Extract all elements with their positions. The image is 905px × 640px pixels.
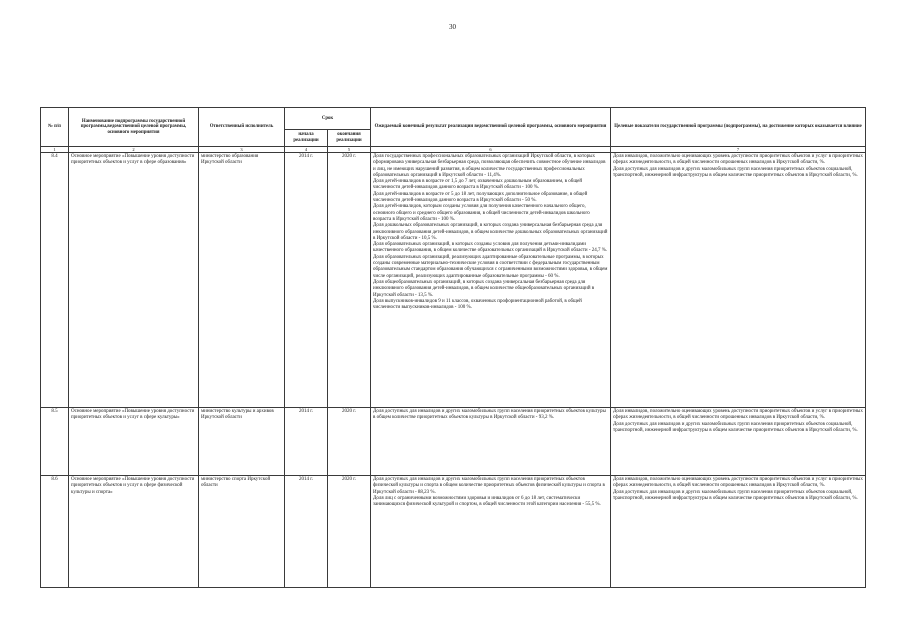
target-paragraph: Доля инвалидов, положительно оценивающих уровень доступности приоритетных объектов и услуг в приоритетных сферах жизнедеятельности, в общей численности опрошенных инвалидов в Иркутской области, %. (613, 154, 863, 166)
target-paragraph: Доля инвалидов, положительно оценивающих уровень доступности приоритетных объектов и услуг в приоритетных сферах жизнедеятельности, в общей численности опрошенных инвалидов в Иркутской области, %. (613, 477, 863, 489)
column-number: 3 (199, 147, 285, 153)
header-term: Срок (285, 108, 371, 130)
row-targets (611, 476, 866, 588)
result-paragraph: Доля детей-инвалидов в возрасте от 5 до 18 лет, получающих дополнительное образование, в общей численности детей-инвалидов данного возраста в Иркутской области - 50 %. (373, 191, 588, 204)
table-row (41, 476, 866, 588)
result-paragraph: Доля лиц с ограниченными возможностями здоровья и инвалидов от 6 до 18 лет, систематически занимающихся физической культурой и спортом, в общей численности этой категории населения - 55,5 %. (373, 495, 601, 508)
target-paragraph: Доля доступных для инвалидов и других маломобильных групп населения приоритетных объектов социальной, транспортной, инженерной инфраструктуры в общем количестве приоритетных объектов в Иркутской области, %. (613, 489, 858, 501)
header-targets: Целевые показатели государственной программы (подпрограммы), на достижение которых оказывается влияние (611, 108, 866, 147)
column-number: 1 (41, 147, 69, 153)
row-end: 2020 г. (328, 476, 371, 588)
result-paragraph: Доля государственных профессиональных образовательных организаций Иркутской области, в которых сформирована универсальная безбарьерная среда, позволяющая обеспечить совместное обучение инвалидов и лиц, не имеющих нарушений развития, в общем количестве государственных профессиональных образовательных организаций в Иркутской области - 11,4%. (373, 154, 606, 178)
row-result (371, 476, 611, 588)
row-responsible: министерство культуры и архивов Иркутской области (199, 408, 285, 476)
target-paragraph: Доля инвалидов, положительно оценивающих уровень доступности приоритетных объектов и услуг в приоритетных сферах жизнедеятельности, в общей численности опрошенных инвалидов в Иркутской области, %. (613, 409, 863, 421)
row-number: 8.4 (41, 153, 69, 408)
row-number: 8.6 (41, 476, 69, 588)
column-number: 5 (328, 147, 371, 153)
row-targets (611, 153, 866, 408)
result-paragraph: Доля доступных для инвалидов и других маломобильных групп населения приоритетных объектов физической культуры и спорта в общем количестве приоритетных объектов физической культуры и спорта в Иркутской области - 88,23 %. (373, 477, 605, 495)
result-paragraph: Доля дошкольных образовательных организаций, в которых создана универсальная безбарьерная среда для инклюзивного образования детей-инвалидов, в общем количестве дошкольных образовательных организаций в Иркутской области - 10,5 %. (373, 223, 608, 241)
table-row (41, 408, 866, 476)
target-paragraph: Доля доступных для инвалидов и других маломобильных групп населения приоритетных объектов социальной, транспортной, инженерной инфраструктуры в общем количестве приоритетных объектов в Иркутской области, %. (613, 421, 858, 433)
result-paragraph: Доля выпускников-инвалидов 9 и 11 классов, охваченных профориентационной работой, в общей численности выпускников-инвалидов - 100 %. (373, 298, 582, 311)
header-term-start: начала реализации (285, 130, 328, 147)
program-table (40, 107, 866, 588)
row-name: Основное мероприятие «Повышение уровня доступности приоритетных объектов и услуг в сфере культуры» (69, 408, 199, 476)
row-start: 2014 г. (285, 153, 328, 408)
column-number: 6 (371, 147, 611, 153)
row-targets (611, 408, 866, 476)
row-end: 2020 г. (328, 153, 371, 408)
result-paragraph: Доля образовательных организаций, в которых созданы условия для получения детьми-инвалидами качественного образования, в общем количестве образовательных организаций в Иркутской области - 24,7 %. (373, 242, 608, 254)
page-number: 30 (449, 23, 456, 31)
result-paragraph: Доля общеобразовательных организаций, в которых создана универсальная безбарьерная среда для инклюзивного образования детей-инвалидов, в общем количестве общеобразовательных организаций в Иркутской области - 13,5 %. (373, 279, 595, 298)
column-number: 4 (285, 147, 328, 153)
row-start: 2014 г. (285, 476, 328, 588)
row-responsible: министерство спорта Иркутской области (199, 476, 285, 588)
header-responsible: Ответственный исполнитель (199, 108, 285, 147)
row-name: Основное мероприятие «Повышение уровня доступности приоритетных объектов и услуг в сфере образования» (69, 153, 199, 408)
row-start: 2014 г. (285, 408, 328, 476)
header-num: № п/п (41, 108, 69, 147)
row-end: 2020 г. (328, 408, 371, 476)
header-result: Ожидаемый конечный результат реализации ведомственной целевой программы, основного мероприятия (371, 108, 611, 147)
result-paragraph: Доля доступных для инвалидов и других маломобильных групп населения приоритетных объектов культуры в общем количестве приоритетных объектов культуры в Иркутской области - 93,2 %. (373, 409, 606, 421)
result-paragraph: Доля образовательных организаций, реализующих адаптированные образовательные программы, в которых созданы современные материально-технические условия в соответствии с федеральным государственным образовательным стандартом образования обучающихся с ограниченными возможностями здоровья, в общем числе организаций, реализующих адаптированные образовательные программы - 60 %. (373, 254, 608, 279)
header-term-end: окончания реализации (328, 130, 371, 147)
column-number: 2 (69, 147, 199, 153)
column-number: 7 (611, 147, 866, 153)
result-paragraph: Доля детей-инвалидов, которым созданы условия для получения качественного начального общего, основного общего и среднего общего образования, в общей численности детей-инвалидов школьного возраста в Иркутской области - 100 %. (373, 204, 590, 222)
result-paragraph: Доля детей-инвалидов в возрасте от 1,5 до 7 лет, охваченных дошкольным образованием, в общей численности детей-инвалидов данного возраста в Иркутской области - 100 %. (373, 179, 583, 191)
table-row (41, 153, 866, 408)
row-result (371, 408, 611, 476)
row-result (371, 153, 611, 408)
row-number: 8.5 (41, 408, 69, 476)
row-responsible: министерство образования Иркутской области (199, 153, 285, 408)
target-paragraph: Доля доступных для инвалидов и других маломобильных групп населения приоритетных объектов социальной, транспортной, инженерной инфраструктуры в общем количестве приоритетных объектов в Иркутской области, %. (613, 166, 858, 178)
header-name: Наименование подпрограммы государственной программы,ведомственной целевой программы, основного мероприятия (69, 108, 199, 147)
row-name: Основное мероприятие «Повышение уровня доступности приоритетных объектов и услуг в сфере физической культуры и спорта» (69, 476, 199, 588)
